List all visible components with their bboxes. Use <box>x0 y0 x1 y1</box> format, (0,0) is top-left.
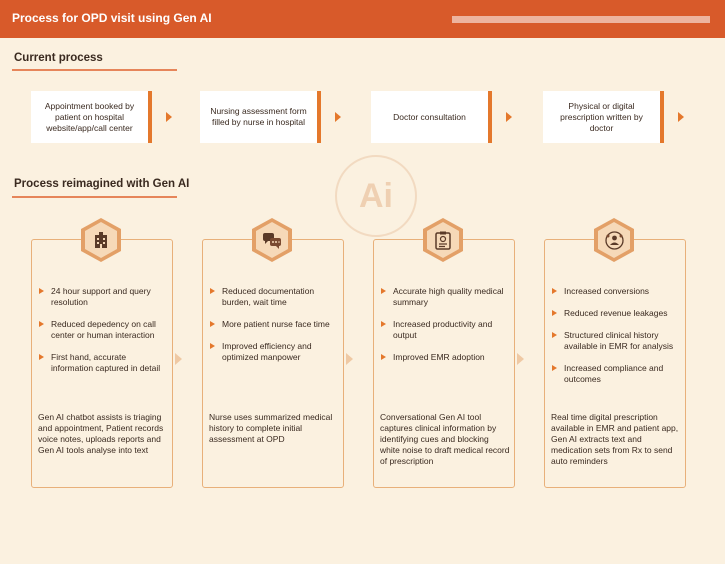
bullet-arrow-icon <box>552 365 557 371</box>
card-description: Conversational Gen AI tool captures clinical information by identifying cues and blocking white noise to draft medical record of prescription <box>380 412 510 466</box>
bullet-arrow-icon <box>39 354 44 360</box>
current-process-rule <box>12 69 177 71</box>
step-nursing-assessment: Nursing assessment form filled by nurse in hospital <box>200 91 321 143</box>
bullet-arrow-icon <box>552 310 557 316</box>
bullet-item: Reduced documentation burden, wait time <box>209 286 339 308</box>
bullet-arrow-icon <box>39 321 44 327</box>
page-title: Process for OPD visit using Gen AI <box>12 11 212 25</box>
bullet-arrow-icon <box>552 332 557 338</box>
bullet-item: Reduced revenue leakages <box>551 308 681 319</box>
bullet-arrow-icon <box>552 288 557 294</box>
bullet-item: Accurate high quality medical summary <box>380 286 510 308</box>
card-appointment <box>31 239 173 488</box>
card-arrow-icon <box>346 353 353 365</box>
bullet-item: Increased conversions <box>551 286 681 297</box>
card-description: Nurse uses summarized medical history to complete initial assessment at OPD <box>209 412 333 444</box>
step-doctor-consultation: Doctor consultation <box>371 91 492 143</box>
bullet-arrow-icon <box>39 288 44 294</box>
reimagined-process-title: Process reimagined with Gen AI <box>14 178 190 190</box>
card-arrow-icon <box>517 353 524 365</box>
bullet-item: More patient nurse face time <box>209 319 339 330</box>
step-arrow-1-icon <box>166 112 172 122</box>
card-description: Gen AI chatbot assists is triaging and appointment, Patient records voice notes, uploads reports and Gen AI tools analyse into text <box>38 412 164 455</box>
card-prescription <box>544 239 686 488</box>
card-description: Real time digital prescription available in EMR and patient app, Gen AI extracts text and medication sets from Rx to send auto reminders <box>551 412 679 466</box>
bullet-arrow-icon <box>210 343 215 349</box>
step-arrow-4-icon <box>678 112 684 122</box>
bullet-arrow-icon <box>210 288 215 294</box>
bullet-item: First hand, accurate information captured in detail <box>38 352 168 374</box>
card-arrow-icon <box>175 353 182 365</box>
medical-notepad-icon <box>435 231 451 250</box>
card-nursing <box>202 239 344 488</box>
bullet-item: Reduced depedency on call center or human interaction <box>38 319 168 341</box>
step-arrow-2-icon <box>335 112 341 122</box>
bullet-item: Improved EMR adoption <box>380 352 510 363</box>
hospital-building-icon <box>92 231 110 249</box>
step-arrow-3-icon <box>506 112 512 122</box>
bullet-item: Increased compliance and outcomes <box>551 363 681 385</box>
bullet-arrow-icon <box>381 321 386 327</box>
ai-watermark: Ai <box>335 155 417 237</box>
card-2-icon-badge <box>252 218 292 262</box>
card-4-icon-badge <box>594 218 634 262</box>
reimagined-process-rule <box>12 196 177 198</box>
bullet-item: 24 hour support and query resolution <box>38 286 168 308</box>
bullet-arrow-icon <box>381 354 386 360</box>
current-process-title: Current process <box>14 52 103 64</box>
card-doctor <box>373 239 515 488</box>
card-1-icon-badge <box>81 218 121 262</box>
card-3-icon-badge <box>423 218 463 262</box>
header-bar <box>0 0 725 38</box>
bullet-item: Increased productivity and output <box>380 319 510 341</box>
header-accent-stripe <box>452 16 710 23</box>
bullet-item: Improved efficiency and optimized manpower <box>209 341 339 363</box>
bullet-arrow-icon <box>210 321 215 327</box>
step-appointment: Appointment booked by patient on hospital website/app/call center <box>31 91 152 143</box>
chat-bubbles-icon <box>262 231 282 249</box>
bullet-item: Structured clinical history available in EMR for analysis <box>551 330 681 352</box>
bullet-arrow-icon <box>381 288 386 294</box>
connected-people-icon <box>605 231 624 250</box>
step-prescription: Physical or digital prescription written by doctor <box>543 91 664 143</box>
